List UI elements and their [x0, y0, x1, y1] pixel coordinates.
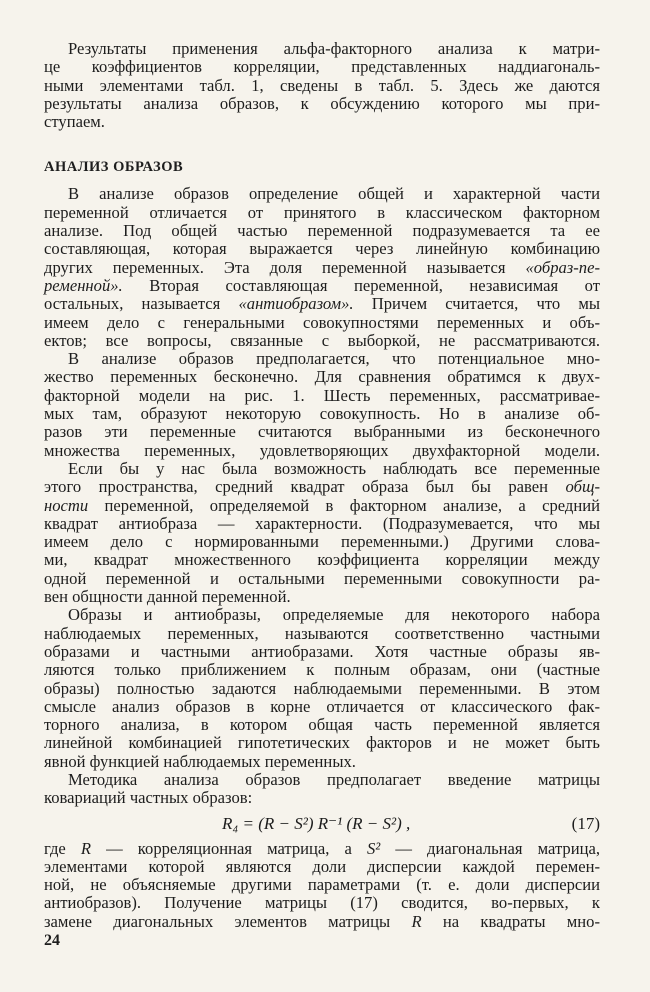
italic-term: ности — [44, 495, 89, 515]
text-span: этого пространства, средний квадрат образа был бы равен — [44, 477, 566, 497]
text-line: одной переменной и остальными переменными совокупности ра- — [44, 568, 600, 588]
text-line: ми, квадрат множественного коэффициента корреляции между — [44, 550, 600, 570]
text-line: ляются только приближением к полным образам, они (частные — [44, 660, 600, 680]
text-line: имеем дело с генеральными совокупностями переменных и объ- — [44, 312, 600, 332]
paragraph-2 — [44, 350, 600, 460]
text-line — [44, 277, 600, 295]
text-line: Если бы у нас была возможность наблюдать все переменные — [68, 458, 600, 478]
text-line: образы) полностью задаются наблюдаемыми переменными. В этом — [44, 678, 600, 698]
text-line: явной функцией наблюдаемых переменных. — [44, 751, 356, 771]
page-body — [44, 40, 600, 931]
formula-expression: R₄ = (R − S²) R⁻¹ (R − S²) , — [222, 813, 411, 833]
text-line: Образы и антиобразы, определяемые для некоторого набора — [68, 605, 600, 625]
text-line: множества переменных, удовлетворяющих двухфакторной модели. — [44, 440, 600, 460]
text-line: Методика анализа образов предполагает введение матрицы — [68, 769, 600, 789]
text-line — [44, 497, 600, 515]
text-line: Результаты применения альфа-факторного анализа к матри- — [68, 39, 600, 58]
paragraph-4 — [44, 606, 600, 771]
text-line: переменной отличается от принятого в классическом факторном — [44, 202, 600, 222]
text-line: факторной модели на рис. 1. Шесть переменных, рассматривае- — [44, 385, 600, 405]
text-line: торного анализа, в котором общая часть переменной является — [44, 715, 600, 735]
italic-term: ременной». — [44, 275, 123, 295]
text-line: элементами которой являются доли дисперсии каждой перемен- — [44, 856, 600, 876]
text-line: ными элементами табл. 1, сведены в табл. 5. Здесь же даются — [44, 75, 600, 95]
text-line: линейной комбинацией гипотетических факторов и не может быть — [44, 733, 600, 753]
text-line: жество переменных бесконечно. Для сравнения обратимся к двух- — [44, 367, 600, 387]
italic-term: «антиобразом». — [238, 294, 354, 314]
text-line: анализе. Под общей частью переменной подразумевается та ее — [44, 221, 600, 241]
formula-number: (17) — [571, 813, 600, 833]
text-line: вен общности данной переменной. — [44, 587, 291, 607]
text-line: квадрат антиобраза — характерности. (Подразумевается, что мы — [44, 513, 600, 533]
matrix-symbol: S² — [367, 838, 381, 858]
text-line — [44, 478, 600, 496]
text-line: ной, не объясняемые другими параметрами (т. е. доли дисперсии — [44, 875, 600, 895]
text-line: наблюдаемых переменных, называются соответственно частными — [44, 623, 600, 643]
italic-term: «образ-пе- — [525, 257, 600, 277]
text-line: В анализе образов предполагается, что потенциальное мно- — [68, 349, 600, 369]
text-line: ступаем. — [44, 112, 105, 132]
text-line — [44, 295, 600, 313]
text-line: мых там, образуют некоторую совокупность. Но в анализе об- — [44, 404, 600, 424]
paragraph-3 — [44, 460, 600, 606]
text-line: В анализе образов определение общей и характерной части — [68, 184, 600, 204]
intro-paragraph — [44, 40, 600, 131]
paragraph-5 — [44, 771, 600, 808]
text-line: составляющая, которая выражается через линейную комбинацию — [44, 239, 600, 259]
text-line: смысле анализ образов в корне отличается от классического фак- — [44, 696, 600, 716]
text-line — [44, 840, 600, 858]
text-span: других переменных. Эта доля переменной называется — [44, 257, 526, 277]
text-line: образами и частными антиобразами. Хотя частные образы яв- — [44, 641, 600, 661]
matrix-symbol: R — [411, 911, 422, 931]
section-heading: АНАЛИЗ ОБРАЗОВ — [44, 159, 184, 176]
italic-term: общ- — [565, 477, 600, 497]
text-line: имеем дело с нормированными переменными.) Другими слова- — [44, 532, 600, 552]
formula-17 — [44, 811, 600, 837]
text-line — [44, 259, 600, 277]
matrix-symbol: R — [80, 838, 92, 858]
text-line: антиобразов). Получение матрицы (17) сводится, во-первых, к — [44, 893, 600, 913]
page-number: 24 — [44, 932, 60, 949]
text-span: — корреляционная матрица, а — [91, 838, 367, 858]
text-span: Вторая составляющая переменной, независимая от — [122, 275, 600, 295]
text-line: ковариаций частных образов: — [44, 788, 253, 808]
text-line: ектов; все вопросы, связанные с выборкой, не рассматриваются. — [44, 330, 600, 350]
text-span: — диагональная матрица, — [380, 838, 600, 858]
text-span: на квадраты мно- — [421, 911, 600, 931]
paragraph-1 — [44, 185, 600, 350]
text-span: Причем считается, что мы — [353, 294, 600, 314]
text-span: замене диагональных элементов матрицы — [44, 911, 412, 931]
text-span: остальных, называется — [44, 294, 239, 314]
text-span: где — [44, 838, 81, 858]
text-line — [44, 913, 600, 931]
paragraph-6 — [44, 840, 600, 931]
text-line: це коэффициентов корреляции, представленных наддиагональ- — [44, 57, 600, 77]
text-line: результаты анализа образов, к обсуждению которого мы при- — [44, 93, 600, 113]
text-span: переменной, определяемой в факторном анализе, а средний — [88, 495, 600, 515]
text-line: разов эти переменные считаются выбранными из бесконечного — [44, 422, 600, 442]
